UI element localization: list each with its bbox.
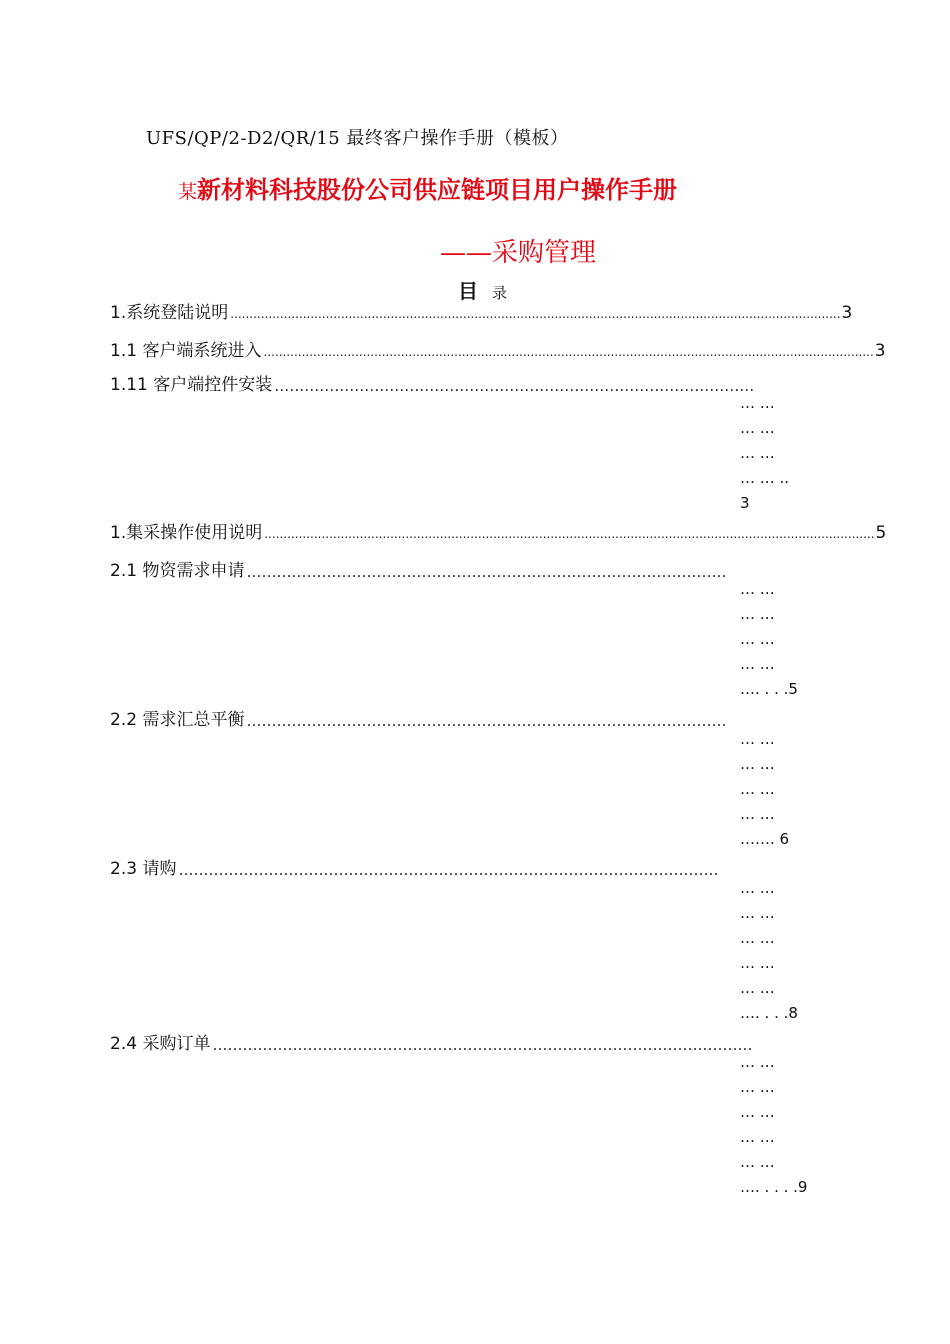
toc-continuation-line: … … [740,904,775,922]
toc-heading-char-2: 录 [492,284,508,302]
toc-entry-label: 2.2 需求汇总平衡 [110,710,245,730]
toc-continuation-line: … … [740,1053,775,1071]
toc-continuation-line: ……. 6 [740,830,790,848]
toc-leader: ................................................................................................................................................................ [263,345,874,359]
toc-heading-char-1: 目 [458,279,478,303]
toc-leader: ……………………………………………………………………………………………… [212,1036,753,1054]
toc-continuation-line: … … [740,394,775,412]
toc-leader: …………………………………………………………………………………… [246,712,727,730]
toc-continuation [740,394,810,519]
toc-continuation-line: … … [740,755,775,773]
toc-entry-label: 2.3 请购 [110,859,177,879]
toc-continuation-line: …. . . .5 [740,680,798,698]
toc-continuation-line: … … [740,630,775,648]
toc-entry-label: 1.集采操作使用说明 [110,523,263,543]
title-prefix: 某 [178,181,198,203]
toc-leader: ................................................................................................................................................................ [230,307,841,321]
toc-continuation-line: … … [740,605,775,623]
toc-continuation-line: … … [740,780,775,798]
toc-entry-label: 1.系统登陆说明 [110,303,229,323]
toc-continuation-line: … … [740,929,775,947]
toc-continuation [740,730,810,855]
toc-continuation-line: … … [740,954,775,972]
toc-continuation-line: … … [740,580,775,598]
toc-continuation [740,1053,810,1203]
toc-continuation-line: … … [740,730,775,748]
document-code: UFS/QP/2-D2/QR/15 最终客户操作手册（模板） [146,128,569,149]
toc-continuation-line: … … [740,419,775,437]
toc-entry[interactable] [110,1029,806,1054]
toc-leader: ................................................................................................................................................................ [264,527,875,541]
toc-entry-label: 1.1 客户端系统进入 [110,341,262,361]
toc-entry[interactable] [110,298,853,323]
toc-continuation-line: …. . . . .9 [740,1178,808,1196]
document-title [178,170,677,205]
toc-continuation-line: … … [740,1128,775,1146]
toc-continuation-line: … … [740,879,775,897]
toc-entry[interactable] [110,370,806,395]
toc-leader: ……………………………………………………………………………………………… [178,861,719,879]
toc-entry[interactable] [110,518,887,543]
toc-continuation-line: … … [740,979,775,997]
toc-page-number: 3 [841,303,853,323]
toc-page-number: 5 [875,523,887,543]
toc-continuation-line: 3 [740,494,750,512]
toc-entry[interactable] [110,336,886,361]
toc-entry[interactable] [110,705,806,730]
document-subtitle: ——采购管理 [440,238,597,268]
toc-continuation-line: …. . . .8 [740,1004,798,1022]
toc-leader: …………………………………………………………………………………… [274,377,755,395]
toc-page-number: 3 [874,341,886,361]
title-main: 新材料科技股份公司供应链项目用户操作手册 [197,176,678,204]
toc-continuation-line: … … [740,1078,775,1096]
toc-leader: …………………………………………………………………………………… [246,563,727,581]
toc-continuation-line: … … [740,444,775,462]
toc-continuation-line: … … [740,655,775,673]
toc-entry-label: 2.1 物资需求申请 [110,561,245,581]
toc-continuation [740,879,810,1029]
toc-entry-label: 2.4 采购订单 [110,1034,211,1054]
toc-continuation-line: … … [740,1153,775,1171]
toc-continuation-line: … … [740,1103,775,1121]
toc-entry[interactable] [110,556,806,581]
toc-entry[interactable] [110,854,806,879]
toc-continuation-line: … … .. [740,469,790,487]
toc-continuation-line: … … [740,805,775,823]
toc-entry-label: 1.11 客户端控件安装 [110,375,273,395]
toc-continuation [740,580,810,705]
